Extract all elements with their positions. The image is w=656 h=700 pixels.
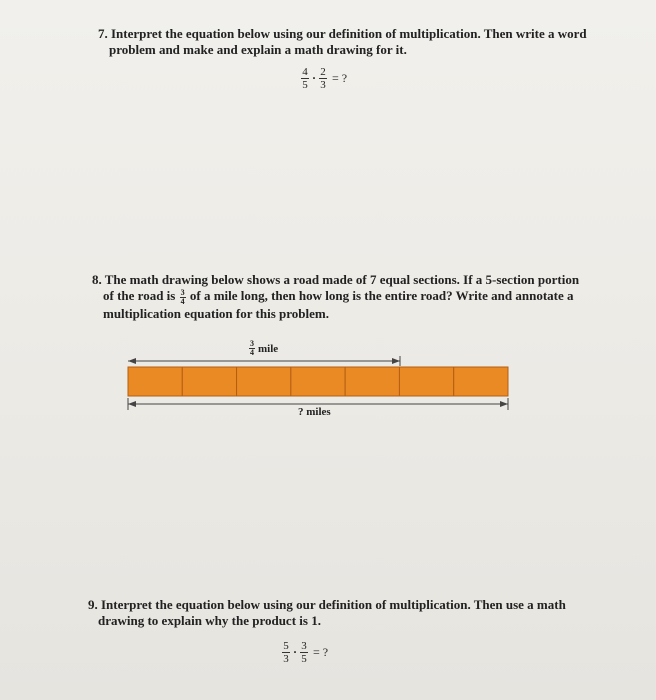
bottom-label: ? miles xyxy=(298,406,331,418)
road-section xyxy=(128,367,182,396)
problem-8-text-2b: of a mile long, then how long is the entire road? Write and annotate a xyxy=(189,288,574,303)
road-section xyxy=(454,367,508,396)
problem-8-number: 8. xyxy=(92,272,102,287)
fraction-denominator: 3 xyxy=(283,653,289,665)
road-section xyxy=(182,367,236,396)
road-section xyxy=(291,367,345,396)
fraction-three-fourths-label xyxy=(249,340,255,357)
equation-rhs: = ? xyxy=(332,71,348,85)
equation-rhs: = ? xyxy=(313,645,329,659)
top-label-unit: mile xyxy=(258,342,279,355)
fraction-numerator: 5 xyxy=(283,640,289,652)
fraction-denominator: 4 xyxy=(180,296,185,306)
problem-9-text-2: drawing to explain why the product is 1. xyxy=(98,613,321,628)
top-arrow-right xyxy=(392,358,400,364)
problem-8-text-3: multiplication equation for this problem. xyxy=(103,305,329,321)
bottom-arrow-right xyxy=(500,401,508,407)
fraction-denominator: 3 xyxy=(320,79,326,91)
problem-9-number: 9. xyxy=(88,597,98,612)
fraction-five-thirds xyxy=(282,640,290,665)
fraction-denominator: 5 xyxy=(302,79,308,91)
problem-9-text-1: Interpret the equation below using our definition of multiplication. Then use a math xyxy=(101,597,566,612)
problem-7-text-2: problem and make and explain a math drawing for it. xyxy=(109,42,407,57)
fraction-numerator: 3 xyxy=(250,339,254,348)
road-sections xyxy=(128,367,508,396)
top-label xyxy=(248,340,278,357)
problem-9 xyxy=(88,597,628,629)
road-section xyxy=(237,367,291,396)
fraction-numerator: 2 xyxy=(320,66,326,78)
road-section xyxy=(399,367,453,396)
fraction-denominator: 5 xyxy=(301,653,307,665)
bottom-arrow-left xyxy=(128,401,136,407)
problem-8-text-2a: of the road is xyxy=(103,288,176,303)
fraction-numerator: 4 xyxy=(302,66,308,78)
problem-9-line-1 xyxy=(88,597,628,613)
fraction-three-fifths xyxy=(300,640,308,665)
problem-9-equation xyxy=(281,640,328,665)
problem-7-text-1: Interpret the equation below using our definition of multiplication. Then write a word xyxy=(111,26,587,41)
problem-8-text-1: The math drawing below shows a road made of 7 equal sections. If a 5-section portion xyxy=(104,272,580,287)
fraction-numerator: 3 xyxy=(180,287,185,297)
problem-7-number: 7. xyxy=(98,26,108,41)
road-section xyxy=(345,367,399,396)
fraction-denominator: 4 xyxy=(250,348,254,357)
fraction-numerator: 3 xyxy=(301,640,307,652)
multiplication-dot: · xyxy=(312,71,317,85)
top-arrow-left xyxy=(128,358,136,364)
multiplication-dot: · xyxy=(293,645,298,659)
